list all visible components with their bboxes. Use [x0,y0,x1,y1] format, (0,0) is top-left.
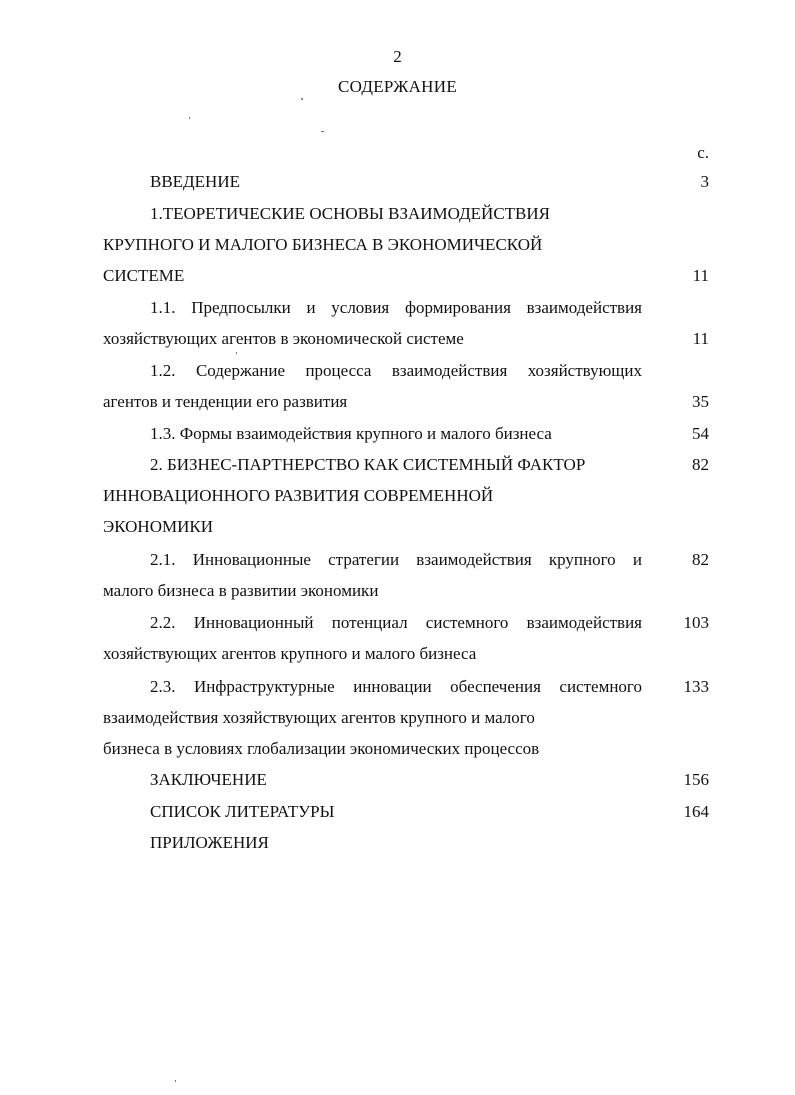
toc-references-page: 164 [683,802,709,821]
toc-conclusion-page: 156 [683,770,709,789]
toc-references-label: СПИСОК ЛИТЕРАТУРЫ [150,802,335,821]
toc-intro-label: ВВЕДЕНИЕ [150,172,240,191]
scan-speck [301,98,303,100]
scan-speck [321,131,324,132]
toc-s1-3-page: 54 [692,424,709,443]
toc-ch2-page: 82 [692,455,709,474]
toc-s1-1-line2: хозяйствующих агентов в экономической системе [103,329,464,348]
toc-s1-3-label: 1.3. Формы взаимодействия крупного и малого бизнеса [150,424,552,443]
toc-conclusion-label: ЗАКЛЮЧЕНИЕ [150,770,267,789]
toc-s2-1-page: 82 [692,550,709,569]
toc-s2-2-page: 103 [683,613,709,632]
toc-s2-3-line3: бизнеса в условиях глобализации экономических процессов [103,739,540,758]
page-column-label: с. [697,143,709,162]
toc-s2-3-line2: взаимодействия хозяйствующих агентов крупного и малого [103,708,535,727]
toc-ch1-page: 11 [692,266,709,285]
toc-appendices-label: ПРИЛОЖЕНИЯ [150,833,269,852]
toc-s2-3-line1: 2.3. Инфраструктурные инновации обеспечения системного [150,677,642,696]
toc-intro-page: 3 [700,172,709,191]
toc-ch2-line2: ИННОВАЦИОННОГО РАЗВИТИЯ СОВРЕМЕННОЙ [103,486,494,505]
toc-s2-2-line1: 2.2. Инновационный потенциал системного взаимодействия [150,613,642,632]
toc-s1-2-page: 35 [692,392,709,411]
scan-speck [189,117,190,119]
page-title: СОДЕРЖАНИЕ [337,77,458,96]
scan-speck [236,352,237,354]
toc-s2-1-line1: 2.1. Инновационные стратегии взаимодействия крупного и [150,550,642,569]
toc-s2-1-line2: малого бизнеса в развитии экономики [103,581,379,600]
toc-ch2-line1: 2. БИЗНЕС-ПАРТНЕРСТВО КАК СИСТЕМНЫЙ ФАКТОР [150,455,586,474]
toc-s2-2-line2: хозяйствующих агентов крупного и малого бизнеса [103,644,477,663]
toc-ch1-line3: СИСТЕМЕ [103,266,185,285]
toc-s2-3-page: 133 [683,677,709,696]
toc-s1-2-line2: агентов и тенденции его развития [103,392,348,411]
toc-s1-2-line1: 1.2. Содержание процесса взаимодействия хозяйствующих [150,361,642,380]
scan-speck [175,1080,176,1082]
toc-s1-1-page: 11 [692,329,709,348]
toc-ch1-line1: 1.ТЕОРЕТИЧЕСКИЕ ОСНОВЫ ВЗАИМОДЕЙСТВИЯ [150,204,550,223]
toc-s1-1-line1: 1.1. Предпосылки и условия формирования взаимодействия [150,298,642,317]
toc-ch1-line2: КРУПНОГО И МАЛОГО БИЗНЕСА В ЭКОНОМИЧЕСКОЙ [103,235,543,254]
toc-ch2-line3: ЭКОНОМИКИ [103,517,213,536]
page-number: 2 [393,47,402,66]
